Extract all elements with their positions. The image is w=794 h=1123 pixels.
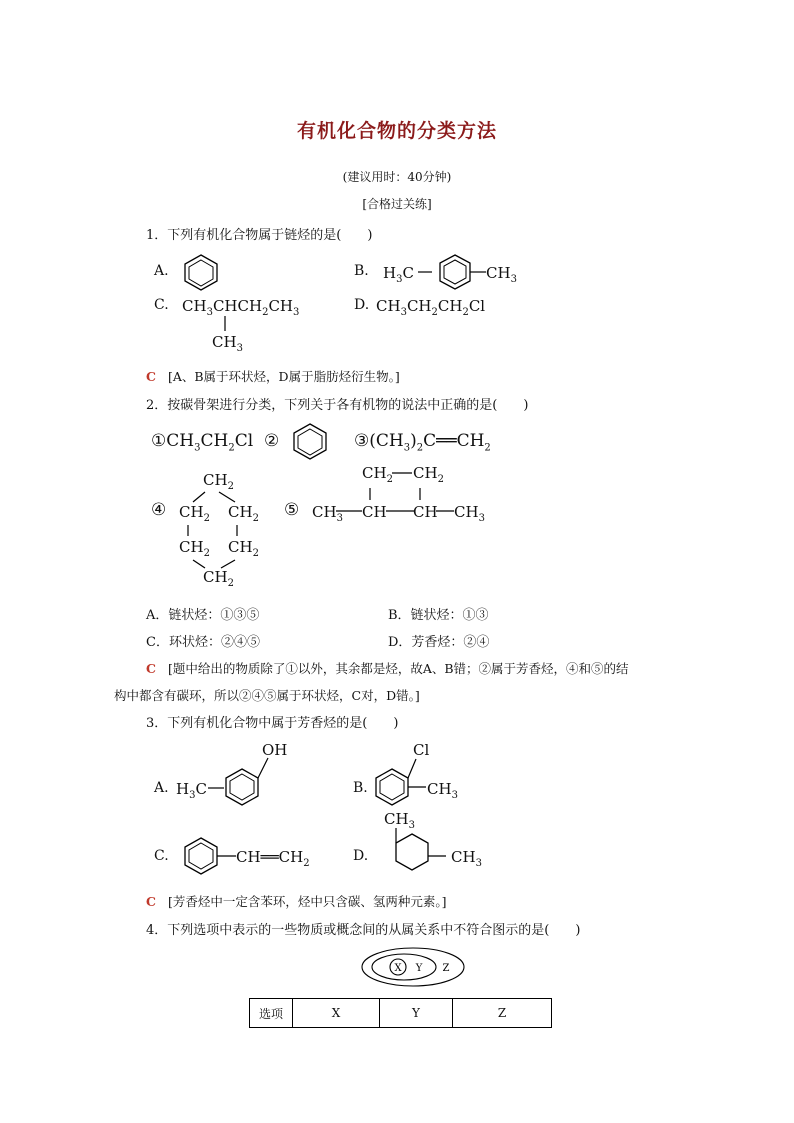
page-title: 有机化合物的分类方法 bbox=[296, 120, 497, 142]
table-header-x: X bbox=[293, 999, 380, 1028]
q1-option-d-label: D. bbox=[354, 297, 370, 313]
q3-stem: 3．下列有机化合物中属于芳香烃的是( ) bbox=[146, 716, 399, 731]
q3-c-ring-structure bbox=[180, 835, 240, 877]
q3-option-c-label: C. bbox=[154, 848, 169, 864]
q3-a-oh: OH bbox=[262, 741, 288, 759]
q1-c-formula: $CH_3CHCH_2CH_3$ bbox=[182, 297, 300, 318]
q2-item-5-number: ⑤ bbox=[284, 500, 300, 520]
q4-options-table bbox=[249, 998, 552, 1028]
q3-d-ch3-top: $CH_3$ bbox=[384, 810, 415, 831]
q4-venn-diagram bbox=[360, 946, 466, 988]
table-header-z: Z bbox=[453, 999, 552, 1028]
q2-item-2-number: ② bbox=[264, 431, 280, 451]
q2-c5-bottom-right: CH bbox=[413, 503, 438, 521]
q3-b-cl: Cl bbox=[413, 741, 430, 759]
q2-option-b: B．链状烃：①③ bbox=[388, 608, 489, 623]
q2-c4-top: $CH_2$ bbox=[203, 471, 234, 492]
q1-b-ring-structure bbox=[418, 251, 493, 293]
q1-b-left-group: $H_3C$ bbox=[383, 264, 414, 285]
q2-c5-top-left: $CH_2$ bbox=[362, 464, 393, 485]
q3-option-b-label: B. bbox=[353, 780, 368, 796]
q1-b-right-group: $CH_3$ bbox=[486, 264, 517, 285]
q1-benzene-structure bbox=[180, 252, 222, 292]
q2-item-3: $③(CH_3)_2C══CH_2$ bbox=[354, 431, 491, 454]
table-header-row bbox=[250, 999, 552, 1028]
q3-a-left-group: $H_3C$ bbox=[176, 780, 207, 801]
q1-stem: 1．下列有机化合物属于链烃的是( ) bbox=[146, 228, 373, 243]
q3-option-d-label: D. bbox=[353, 848, 369, 864]
q3-option-a-label: A. bbox=[154, 780, 169, 796]
q1-c-branch-bond bbox=[222, 316, 228, 332]
q2-c5-right-methyl: $CH_3$ bbox=[454, 503, 485, 524]
q2-item-1: $①CH_3CH_2Cl$ bbox=[151, 431, 254, 454]
q1-option-b-label: B. bbox=[354, 263, 369, 279]
q2-stem: 2．按碳骨架进行分类，下列关于各有机物的说法中正确的是( ) bbox=[146, 398, 529, 413]
venn-x-label: X bbox=[394, 963, 402, 974]
q2-cyclohexane-bonds bbox=[175, 488, 265, 572]
q2-option-c: C．环状烃：②④⑤ bbox=[146, 635, 260, 650]
q2-c4-lower-right: $CH_2$ bbox=[228, 538, 259, 559]
q4-stem: 4．下列选项中表示的一些物质或概念间的从属关系中不符合图示的是( ) bbox=[146, 923, 581, 938]
q1-option-a-label: A. bbox=[154, 263, 169, 279]
q2-option-a: A．链状烃：①③⑤ bbox=[146, 608, 260, 623]
q2-answer-cont: 构中都含有碳环，所以②④⑤属于环状烃，C对，D错。] bbox=[114, 688, 420, 703]
q2-c4-upper-right: $CH_2$ bbox=[228, 503, 259, 524]
section-label: [合格过关练] bbox=[362, 197, 432, 211]
venn-y-label: Y bbox=[415, 963, 423, 974]
q3-answer: C [芳香烃中一定含苯环，烃中只含碳、氢两种元素。] bbox=[146, 894, 447, 909]
q2-c5-bottom-left: CH bbox=[362, 503, 387, 521]
q2-c5-top-right: $CH_2$ bbox=[413, 464, 444, 485]
q2-item-4-number: ④ bbox=[151, 500, 167, 520]
q3-d-ch3-right: $CH_3$ bbox=[451, 848, 482, 869]
q2-option-d: D．芳香烃：②④ bbox=[388, 635, 490, 650]
q3-a-ring-structure bbox=[208, 755, 274, 807]
table-header-y: Y bbox=[380, 999, 453, 1028]
q3-c-vinyl: $CH══CH_2$ bbox=[236, 848, 310, 869]
q2-answer: C [题中给出的物质除了①以外，其余都是烃，故A、B错；②属于芳香烃，④和⑤的结 bbox=[146, 661, 629, 676]
q2-cyclobutane-bonds bbox=[336, 470, 466, 514]
time-hint: (建议用时：40分钟) bbox=[342, 170, 452, 184]
q2-c4-lower-left: $CH_2$ bbox=[179, 538, 210, 559]
q2-c4-bottom: $CH_2$ bbox=[203, 568, 234, 589]
q3-b-ring-structure bbox=[370, 755, 430, 807]
q1-answer: C [A、B属于环状烃，D属于脂肪烃衍生物。] bbox=[146, 369, 400, 384]
q2-c5-left-methyl: $CH_3$ bbox=[312, 503, 343, 524]
q1-d-formula: $CH_3CH_2CH_2Cl$ bbox=[376, 297, 486, 318]
q2-benzene-structure bbox=[289, 421, 331, 461]
table-header-option: 选项 bbox=[250, 999, 293, 1028]
q2-c4-upper-left: $CH_2$ bbox=[179, 503, 210, 524]
q1-option-c-label: C. bbox=[154, 297, 169, 313]
venn-z-label: Z bbox=[442, 963, 450, 974]
q3-b-ch3: $CH_3$ bbox=[427, 780, 458, 801]
q1-c-branch: $CH_3$ bbox=[212, 333, 243, 354]
